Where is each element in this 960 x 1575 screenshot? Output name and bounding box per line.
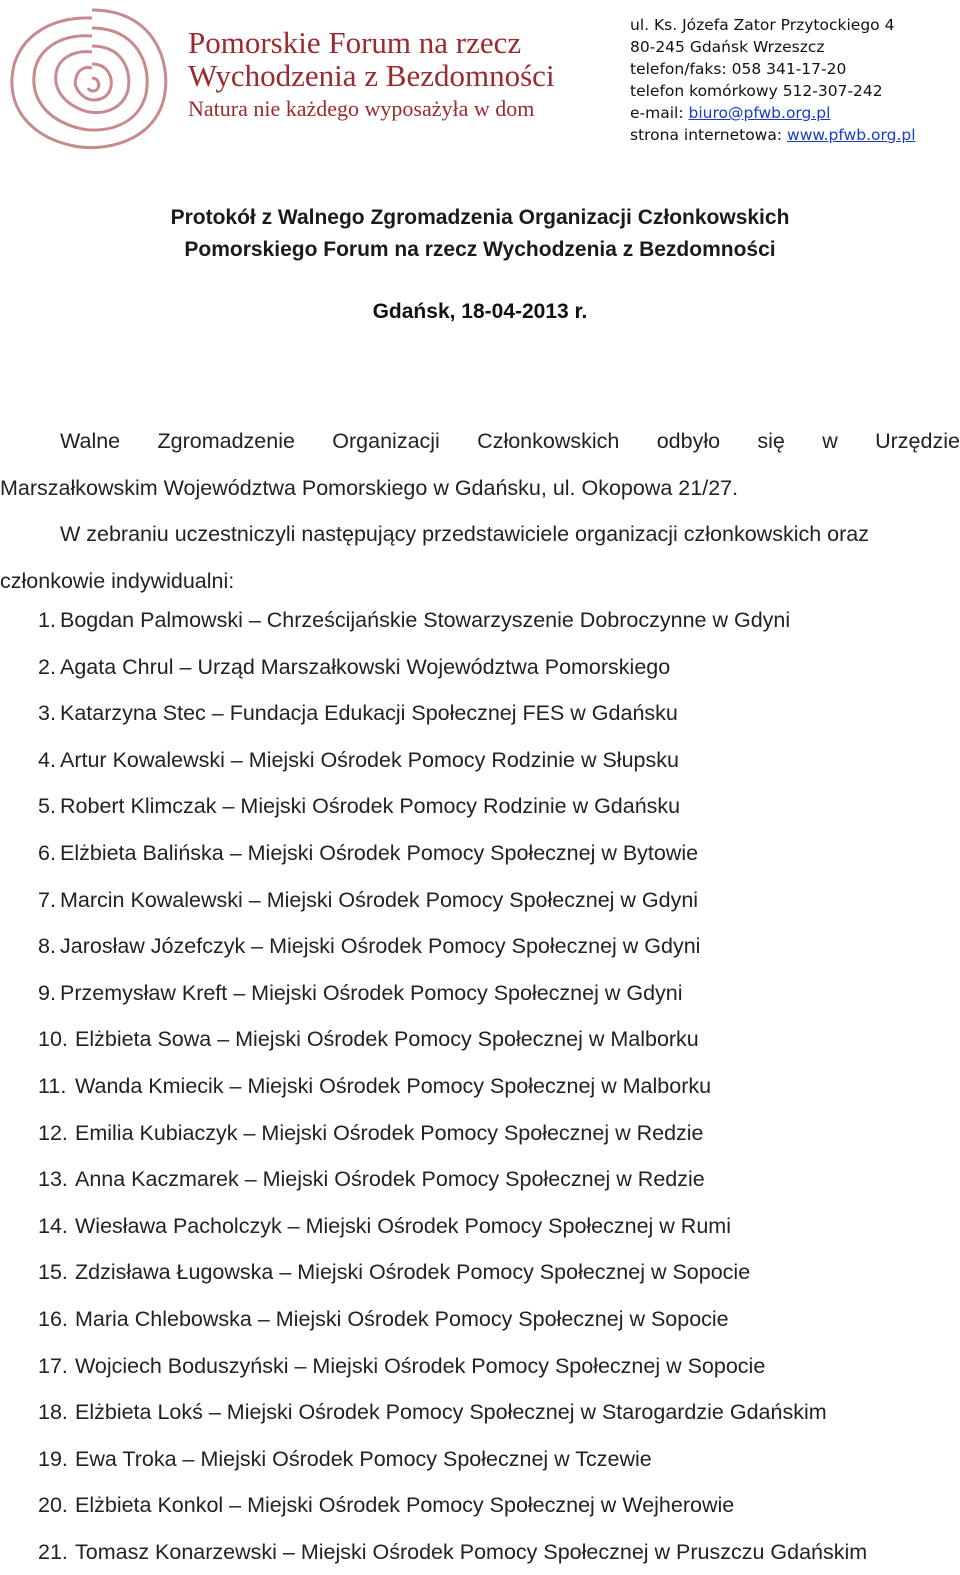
list-item xyxy=(0,1110,960,1157)
list-item-text: Wiesława Pacholczyk – Miejski Ośrodek Pomocy Społecznej w Rumi xyxy=(75,1213,731,1238)
document-date: Gdańsk, 18-04-2013 r. xyxy=(372,300,588,323)
word: Organizacji xyxy=(332,429,440,453)
title-line-1: Protokół z Walnego Zgromadzenia Organizacji Członkowskich xyxy=(170,206,790,229)
contact-email-row xyxy=(630,102,916,124)
list-item-number: 20. xyxy=(38,1493,68,1518)
list-item xyxy=(0,690,960,737)
word: w xyxy=(822,429,838,453)
contact-web-row xyxy=(630,124,916,146)
list-item-number: 12. xyxy=(38,1120,68,1145)
list-item-text: Robert Klimczak – Miejski Ośrodek Pomocy Rodzinie w Gdańsku xyxy=(60,794,681,819)
list-item-text: Artur Kowalewski – Miejski Ośrodek Pomocy Rodzinie w Słupsku xyxy=(60,747,679,772)
list-item-text: Ewa Troka – Miejski Ośrodek Pomocy Społecznej w Tczewie xyxy=(75,1446,652,1471)
list-item xyxy=(0,1249,960,1296)
list-item-number: 2. xyxy=(38,654,56,679)
contact-email-label: e-mail: xyxy=(630,104,689,122)
list-item xyxy=(0,970,960,1017)
word: się xyxy=(757,429,785,453)
org-tagline: Natura nie każdego wyposażyła w dom xyxy=(188,96,535,121)
contact-web-label: strona internetowa: xyxy=(630,126,788,144)
list-item-number: 5. xyxy=(38,794,56,819)
paragraph-2-line-1: W zebraniu uczestniczyli następujący przedstawiciele organizacji członkowskich oraz xyxy=(60,522,869,546)
list-item-text: Agata Chrul – Urząd Marszałkowski Województwa Pomorskiego xyxy=(60,654,671,679)
organization-name xyxy=(188,26,555,124)
list-item-text: Wanda Kmiecik – Miejski Ośrodek Pomocy Społecznej w Malborku xyxy=(75,1073,712,1098)
contact-mobile: telefon komórkowy 512-307-242 xyxy=(630,82,883,100)
contact-web-link[interactable]: www.pfwb.org.pl xyxy=(787,126,916,144)
paragraph-1-line-1 xyxy=(0,418,960,465)
list-item-number: 7. xyxy=(38,887,56,912)
members-list xyxy=(0,597,960,1575)
list-item-text: Elżbieta Balińska – Miejski Ośrodek Pomocy Społecznej w Bytowie xyxy=(60,840,699,865)
list-item-number: 6. xyxy=(38,840,56,865)
contact-block xyxy=(630,14,916,146)
word: Zgromadzenie xyxy=(157,429,295,453)
paragraph-participants-intro xyxy=(0,511,960,604)
list-item-text: Maria Chlebowska – Miejski Ośrodek Pomocy Społecznej w Sopocie xyxy=(75,1306,729,1331)
list-item-text: Przemysław Kreft – Miejski Ośrodek Pomocy Społecznej w Gdyni xyxy=(60,980,683,1005)
list-item-text: Bogdan Palmowski – Chrześcijańskie Stowarzyszenie Dobroczynne w Gdyni xyxy=(60,608,791,632)
list-item-text: Tomasz Konarzewski – Miejski Ośrodek Pomocy Społecznej w Pruszczu Gdańskim xyxy=(75,1539,868,1564)
paragraph-1-line-2: Marszałkowskim Województwa Pomorskiego w Gdańsku, ul. Okopowa 21/27. xyxy=(0,475,739,500)
list-item xyxy=(0,1063,960,1110)
list-item xyxy=(0,1482,960,1529)
list-item-number: 14. xyxy=(38,1213,68,1238)
list-item-number: 13. xyxy=(38,1167,68,1192)
list-item-number: 16. xyxy=(38,1306,68,1331)
word: Walne xyxy=(60,429,121,453)
list-item-number: 4. xyxy=(38,747,56,772)
list-item xyxy=(0,783,960,830)
list-item-text: Elżbieta Lokś – Miejski Ośrodek Pomocy Społecznej w Starogardzie Gdańskim xyxy=(75,1400,827,1425)
contact-phone-fax: telefon/faks: 058 341-17-20 xyxy=(630,60,847,78)
list-item xyxy=(0,644,960,691)
paragraph-meeting-location xyxy=(0,418,960,511)
list-item-number: 1. xyxy=(38,608,56,632)
list-item-text: Zdzisława Ługowska – Miejski Ośrodek Pomocy Społecznej w Sopocie xyxy=(75,1260,751,1285)
list-item-number: 11. xyxy=(38,1073,67,1098)
list-item xyxy=(0,877,960,924)
spiral-shell-logo-icon xyxy=(4,2,174,154)
list-item-number: 9. xyxy=(38,980,56,1005)
list-item-text: Elżbieta Konkol – Miejski Ośrodek Pomocy Społecznej w Wejherowie xyxy=(75,1493,735,1518)
contact-city: 80-245 Gdańsk Wrzeszcz xyxy=(630,38,825,56)
list-item xyxy=(0,923,960,970)
list-item-number: 8. xyxy=(38,934,56,959)
list-item-text: Jarosław Józefczyk – Miejski Ośrodek Pomocy Społecznej w Gdyni xyxy=(60,934,701,959)
list-item-text: Wojciech Boduszyński – Miejski Ośrodek Pomocy Społecznej w Sopocie xyxy=(75,1353,766,1378)
paragraph-2-line-2: członkowie indywidualni: xyxy=(0,568,235,593)
list-item xyxy=(0,830,960,877)
letterhead xyxy=(0,0,960,160)
word: Członkowskich xyxy=(477,429,620,453)
list-item xyxy=(0,1389,960,1436)
list-item-number: 18. xyxy=(38,1400,68,1425)
word: Urzędzie xyxy=(875,429,960,453)
list-item-text: Katarzyna Stec – Fundacja Edukacji Społecznej FES w Gdańsku xyxy=(60,701,678,726)
list-item-number: 21. xyxy=(38,1539,68,1564)
list-item xyxy=(0,1203,960,1250)
org-name-line-1: Pomorskie Forum na rzecz xyxy=(188,25,522,60)
word: odbyło xyxy=(656,429,721,453)
list-item-number: 17. xyxy=(38,1353,68,1378)
list-item xyxy=(0,1016,960,1063)
contact-email-link[interactable]: biuro@pfwb.org.pl xyxy=(688,104,831,122)
list-item xyxy=(0,1343,960,1390)
list-item xyxy=(0,1156,960,1203)
list-item-number: 19. xyxy=(38,1446,68,1471)
list-item-text: Marcin Kowalewski – Miejski Ośrodek Pomocy Społecznej w Gdyni xyxy=(60,887,699,912)
document-title xyxy=(0,202,960,266)
list-item-text: Elżbieta Sowa – Miejski Ośrodek Pomocy Społecznej w Malborku xyxy=(75,1027,699,1052)
contact-street: ul. Ks. Józefa Zator Przytockiego 4 xyxy=(630,16,895,34)
list-item xyxy=(0,1296,960,1343)
list-item-number: 15. xyxy=(38,1260,68,1285)
list-item xyxy=(0,597,960,644)
title-line-2: Pomorskiego Forum na rzecz Wychodzenia z Bezdomności xyxy=(184,238,776,261)
list-item-text: Anna Kaczmarek – Miejski Ośrodek Pomocy Społecznej w Redzie xyxy=(75,1167,705,1192)
org-name-line-2: Wychodzenia z Bezdomności xyxy=(188,58,555,93)
list-item-number: 10. xyxy=(38,1027,68,1052)
list-item xyxy=(0,737,960,784)
list-item xyxy=(0,1529,960,1575)
list-item xyxy=(0,1436,960,1483)
list-item-number: 3. xyxy=(38,701,56,726)
list-item-text: Emilia Kubiaczyk – Miejski Ośrodek Pomocy Społecznej w Redzie xyxy=(75,1120,704,1145)
